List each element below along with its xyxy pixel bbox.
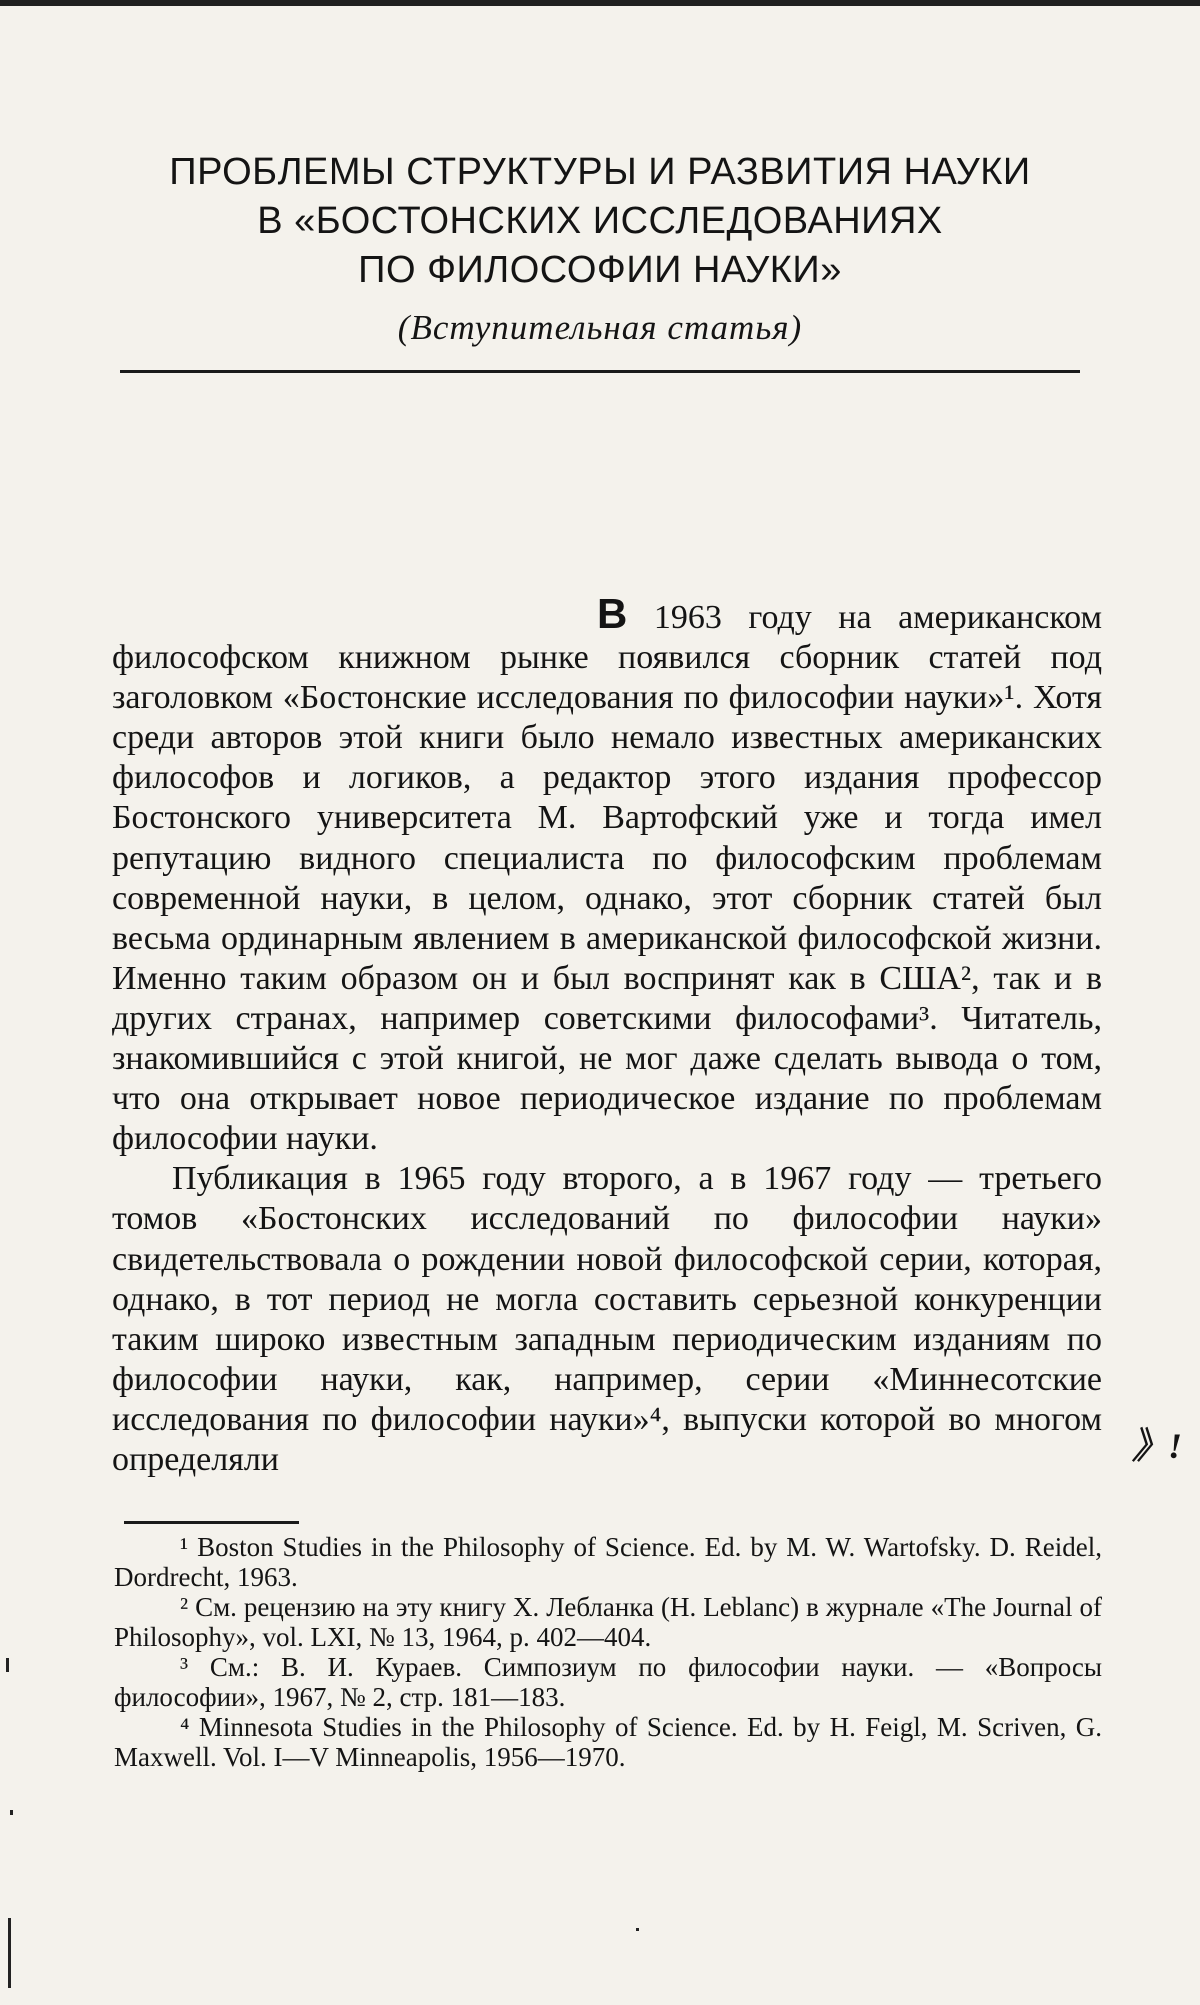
article-title [110, 148, 1090, 295]
footnote-4: ⁴ Minnesota Studies in the Philosophy of Science. Ed. by H. Feigl, M. Scriven, G. Maxwell. Vol. I—V Minneapolis, 1956—1970. [114, 1712, 1102, 1772]
scan-speck [8, 1918, 11, 1988]
footnotes [114, 1532, 1102, 1772]
article-body [112, 590, 1102, 1480]
scan-speck [636, 1928, 639, 1931]
paragraph-1 [112, 590, 1102, 1159]
article-subtitle: (Вступительная статья) [397, 308, 803, 347]
footnote-divider [124, 1521, 299, 1524]
footnote-2: ² См. рецензию на эту книгу Х. Лебланка (H. Leblanc) в журнале «The Journal of Philosophy», vol. LXI, № 13, 1964, p. 402—404. [114, 1592, 1102, 1652]
paragraph-1-text: 1963 году на американском философском книжном рынке появился сборник статей под заголовком «Бостонские исследования по философии науки»¹. Хотя среди авторов этой книги было немало известных американских философов и логиков, а редактор этого издания профессор Бостонского университета М. Вартофский уже и тогда имел репутацию видного специалиста по философским проблемам современной науки, в целом, однако, этот сборник статей был весьма ординарным явлением в американской философской жизни. Именно таким образом он и был воспринят как в США², так и в других странах, например советскими философами³. Читатель, знакомившийся с этой книгой, не мог даже сделать вывода о том, что она открывает новое периодическое издание по проблемам философии науки. [112, 599, 1102, 1158]
title-line-3: ПО ФИЛОСОФИИ НАУКИ» [358, 249, 842, 291]
title-divider [120, 370, 1080, 373]
margin-annotation: 》! [1132, 1426, 1183, 1466]
drop-cap-letter: В [597, 590, 628, 637]
title-line-2: В «БОСТОНСКИХ ИССЛЕДОВАНИЯХ [257, 200, 943, 242]
footnote-1: ¹ Boston Studies in the Philosophy of Science. Ed. by M. W. Wartofsky. D. Reidel, Dordrecht, 1963. [114, 1532, 1102, 1592]
title-line-1: ПРОБЛЕМЫ СТРУКТУРЫ И РАЗВИТИЯ НАУКИ [169, 151, 1031, 193]
page-top-edge [0, 0, 1200, 6]
paragraph-2: Публикация в 1965 году второго, а в 1967 году — третьего томов «Бостонских исследований по философии науки» свидетельствовала о рождении новой философской серии, которая, однако, в тот период не могла составить серьезной конкуренции таким широко известным западным периодическим изданиям по философии науки, как, например, серии «Миннесотские исследования по философии науки»⁴, выпуски которой во многом определяли [112, 1160, 1102, 1478]
footnote-3: ³ См.: В. И. Кураев. Симпозиум по философии науки. — «Вопросы философии», 1967, № 2, стр. 181—183. [114, 1652, 1102, 1712]
scan-speck [6, 1658, 9, 1672]
scan-speck [10, 1810, 13, 1815]
